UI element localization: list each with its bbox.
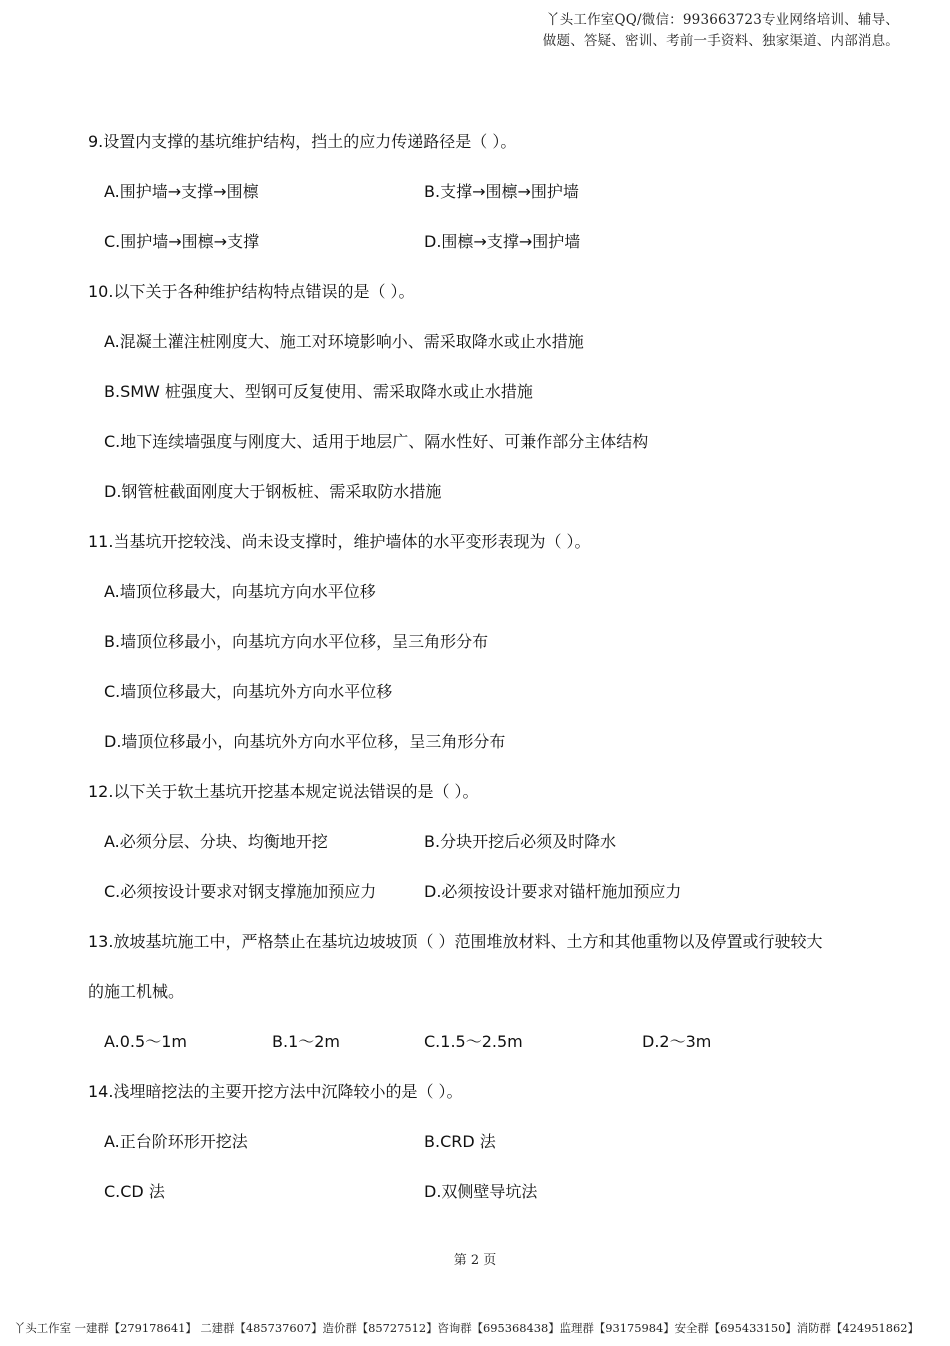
question-11-option-d: D.墙顶位移最小，向基坑外方向水平位移，呈三角形分布: [104, 732, 506, 751]
question-13-stem-line-1: 13.放坡基坑施工中，严格禁止在基坑边坡坡顶（ ）范围堆放材料、土方和其他重物以及停置或行驶较大: [88, 932, 823, 951]
question-13-option-d: D.2～3m: [642, 1032, 712, 1051]
question-11-option-c: C.墙顶位移最大，向基坑外方向水平位移: [104, 682, 393, 701]
header-note: [439, 10, 899, 52]
question-14-option-d: D.双侧壁导坑法: [424, 1182, 538, 1201]
question-14-option-b: B.CRD 法: [424, 1132, 496, 1151]
question-12-option-a: A.必须分层、分块、均衡地开挖: [104, 832, 328, 851]
question-14-option-c: C.CD 法: [104, 1182, 165, 1201]
question-12-option-b: B.分块开挖后必须及时降水: [424, 832, 617, 851]
question-12-option-d: D.必须按设计要求对锚杆施加预应力: [424, 882, 682, 901]
header-note-line-2: 做题、答疑、密训、考前一手资料、独家渠道、内部消息。: [542, 33, 899, 49]
question-12-option-c: C.必须按设计要求对钢支撑施加预应力: [104, 882, 377, 901]
header-note-line-1: 丫头工作室QQ/微信：993663723专业网络培训、辅导、: [546, 12, 899, 28]
question-14-stem: 14.浅埋暗挖法的主要开挖方法中沉降较小的是（ ）。: [88, 1082, 463, 1101]
question-9-option-d: D.围檩→支撑→围护墙: [424, 232, 581, 251]
group-contact-strip: 丫头工作室 一建群【279178641】 二建群【485737607】造价群【85727512】咨询群【695368438】监理群【93175984】安全群【695433150】消防群【424951862】: [14, 1321, 919, 1335]
page-number: 第 2 页: [453, 1253, 497, 1268]
question-11-stem: 11.当基坑开挖较浅、尚未设支撑时，维护墙体的水平变形表现为（ ）。: [88, 532, 591, 551]
question-13-option-a: A.0.5～1m: [104, 1032, 187, 1051]
question-12-stem: 12.以下关于软土基坑开挖基本规定说法错误的是（ ）。: [88, 782, 479, 801]
question-10-option-c: C.地下连续墙强度与刚度大、适用于地层广、隔水性好、可兼作部分主体结构: [104, 432, 649, 451]
question-10-option-a: A.混凝土灌注桩刚度大、施工对环境影响小、需采取降水或止水措施: [104, 332, 584, 351]
question-14-option-a: A.正台阶环形开挖法: [104, 1132, 248, 1151]
question-10-option-d: D.钢管桩截面刚度大于钢板桩、需采取防水措施: [104, 482, 442, 501]
question-13-option-c: C.1.5～2.5m: [424, 1032, 523, 1051]
question-9-option-c: C.围护墙→围檩→支撑: [104, 232, 260, 251]
question-13-option-b: B.1～2m: [272, 1032, 341, 1051]
question-11-option-b: B.墙顶位移最小，向基坑方向水平位移，呈三角形分布: [104, 632, 489, 651]
question-9-option-b: B.支撑→围檩→围护墙: [424, 182, 579, 201]
question-9-option-a: A.围护墙→支撑→围檩: [104, 182, 259, 201]
question-10-stem: 10.以下关于各种维护结构特点错误的是（ ）。: [88, 282, 415, 301]
question-10-option-b: B.SMW 桩强度大、型钢可反复使用、需采取降水或止水措施: [104, 382, 533, 401]
question-11-option-a: A.墙顶位移最大，向基坑方向水平位移: [104, 582, 376, 601]
question-9-stem: 9.设置内支撑的基坑维护结构，挡土的应力传递路径是（ ）。: [88, 132, 517, 151]
question-13-stem-line-2: 的施工机械。: [88, 982, 185, 1001]
